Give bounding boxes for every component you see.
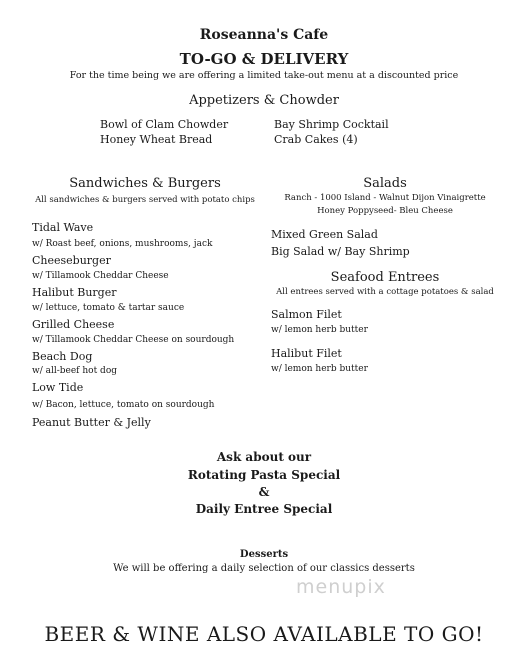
menu-item: Beach Dog [32,350,93,363]
menu-item-desc: w/ Roast beef, onions, mushrooms, jack [32,239,213,249]
menu-item-desc: w/ all-beef hot dog [32,366,117,376]
menu-item: Mixed Green Salad [271,228,378,241]
menu-item-desc: w/ Bacon, lettuce, tomato on sourdough [32,400,215,410]
entree-special: Daily Entree Special [195,502,333,516]
menu-item: Low Tide [32,381,84,394]
seafood-note: All entrees served with a cottage potatoes & salad [276,287,494,297]
menu-item: Crab Cakes (4) [274,133,358,146]
page-title: TO-GO & DELIVERY [179,50,349,68]
menu-item: Tidal Wave [32,221,94,234]
menu-item: Big Salad w/ Bay Shrimp [271,245,410,258]
menu-item: Honey Wheat Bread [100,133,213,146]
menu-item: Grilled Cheese [32,318,115,331]
specials-ampersand: & [258,485,270,499]
menu-item: Bowl of Clam Chowder [100,118,229,131]
menu-item: Peanut Butter & Jelly [32,416,151,429]
menu-item: Bay Shrimp Cocktail [274,118,389,131]
appetizers-heading: Appetizers & Chowder [189,93,339,108]
specials-intro: Ask about our [216,450,312,464]
menu-item: Salmon Filet [271,308,342,321]
beer-wine-banner: BEER & WINE ALSO AVAILABLE TO GO! [44,622,484,646]
takeout-note: For the time being we are offering a limited take-out menu at a discounted price [69,70,459,81]
menu-item-desc: w/ lettuce, tomato & tartar sauce [32,303,185,313]
menu-item-desc: w/ Tillamook Cheddar Cheese on sourdough [32,335,235,345]
pasta-special: Rotating Pasta Special [187,468,341,482]
sandwiches-note: All sandwiches & burgers served with potato chips [35,195,255,205]
menu-item: Halibut Filet [271,347,342,360]
salads-heading: Salads [363,176,407,191]
menu-item-desc: w/ lemon herb butter [271,364,368,374]
cafe-name: Roseanna's Cafe [199,27,329,43]
menu-item: Cheeseburger [32,254,111,267]
seafood-heading: Seafood Entrees [330,270,440,285]
menupix-watermark: menupix [296,576,386,598]
menu-item: Halibut Burger [32,286,117,299]
dressings-line: Ranch - 1000 Island - Walnut Dijon Vinaigrette [284,193,486,203]
menu-item-desc: w/ Tillamook Cheddar Cheese [32,271,169,281]
sandwiches-heading: Sandwiches & Burgers [69,176,221,191]
dressings-line: Honey Poppyseed- Bleu Cheese [317,206,453,216]
desserts-text: We will be offering a daily selection of our classics desserts [113,563,415,574]
menu-item-desc: w/ lemon herb butter [271,325,368,335]
desserts-heading: Desserts [239,549,289,560]
